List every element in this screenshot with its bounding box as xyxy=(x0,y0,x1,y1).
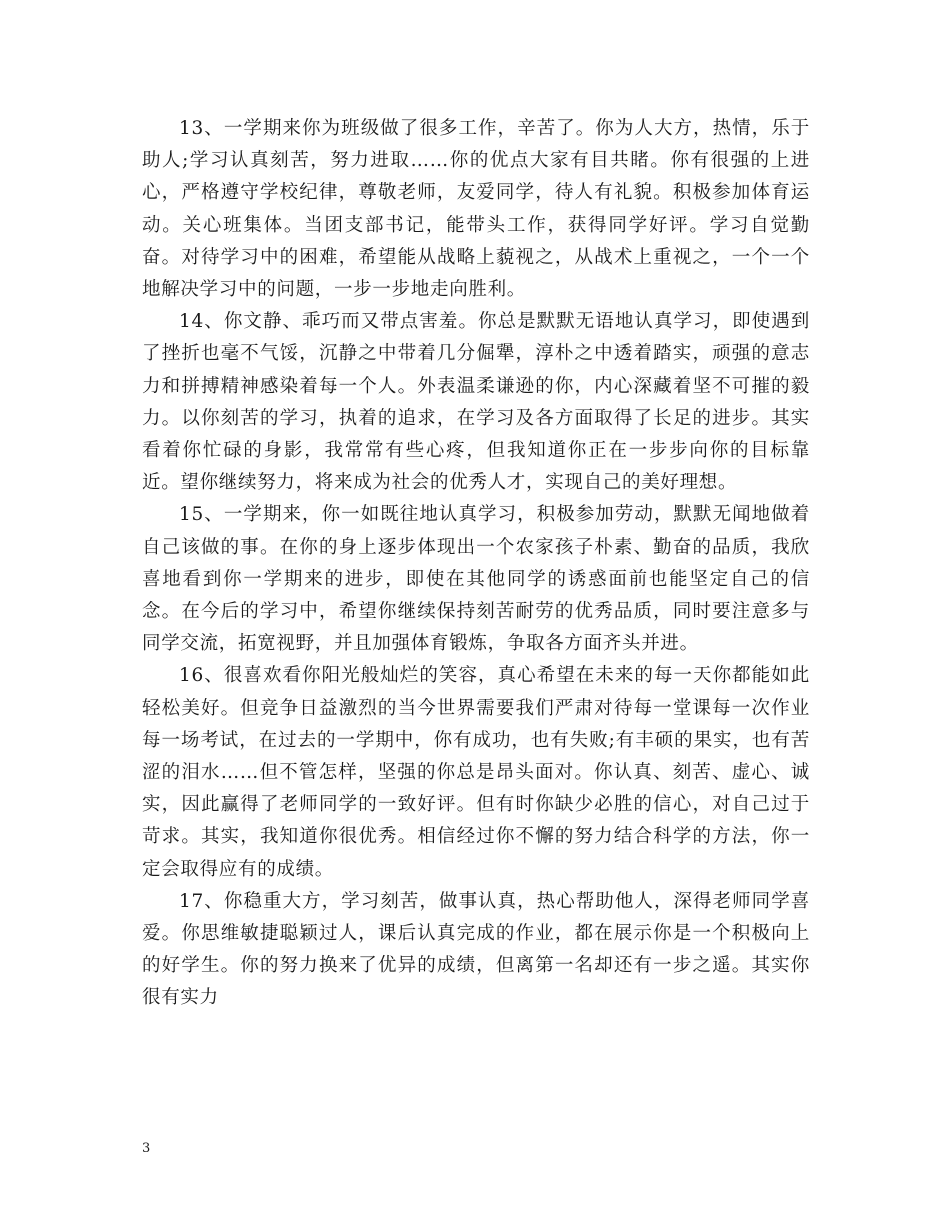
document-body xyxy=(142,113,810,1015)
paragraph-17: 17、你稳重大方，学习刻苦，做事认真，热心帮助他人，深得老师同学喜爱。你思维敏捷聪颖过人，课后认真完成的作业，都在展示你是一个积极向上的好学生。你的努力换来了优异的成绩，但离第一名却还有一步之遥。其实你很有实力 xyxy=(142,890,810,1009)
paragraph-14: 14、你文静、乖巧而又带点害羞。你总是默默无语地认真学习，即使遇到了挫折也毫不气馁，沉静之中带着几分倔犟，淳朴之中透着踏实，顽强的意志力和拼搏精神感染着每一个人。外表温柔谦逊的你，内心深藏着坚不可摧的毅力。以你刻苦的学习，执着的追求，在学习及各方面取得了长足的进步。其实看着你忙碌的身影，我常常有些心疼，但我知道你正在一步步向你的目标靠近。望你继续努力，将来成为社会的优秀人才，实现自己的美好理想。 xyxy=(142,311,810,494)
paragraph-13: 13、一学期来你为班级做了很多工作，辛苦了。你为人大方，热情，乐于助人;学习认真刻苦，努力进取……你的优点大家有目共睹。你有很强的上进心，严格遵守学校纪律，尊敬老师，友爱同学，待人有礼貌。积极参加体育运动。关心班集体。当团支部书记，能带头工作，获得同学好评。学习自觉勤奋。对待学习中的困难，希望能从战略上藐视之，从战术上重视之，一个一个地解决学习中的问题，一步一步地走向胜利。 xyxy=(142,118,810,301)
page-number: 3 xyxy=(142,1141,151,1156)
paragraph-16: 16、很喜欢看你阳光般灿烂的笑容，真心希望在未来的每一天你都能如此轻松美好。但竞争日益激烈的当今世界需要我们严肃对待每一堂课每一次作业每一场考试，在过去的一学期中，你有成功，也有失败;有丰硕的果实，也有苦涩的泪水……但不管怎样，坚强的你总是昂头面对。你认真、刻苦、虚心、诚实，因此赢得了老师同学的一致好评。但有时你缺少必胜的信心，对自己过于苛求。其实，我知道你很优秀。相信经过你不懈的努力结合科学的方法，你一定会取得应有的成绩。 xyxy=(142,665,810,880)
paragraph-15: 15、一学期来，你一如既往地认真学习，积极参加劳动，默默无闻地做着自己该做的事。在你的身上逐步体现出一个农家孩子朴素、勤奋的品质，我欣喜地看到你一学期来的进步，即使在其他同学的诱惑面前也能坚定自己的信念。在今后的学习中，希望你继续保持刻苦耐劳的优秀品质，同时要注意多与同学交流，拓宽视野，并且加强体育锻炼，争取各方面齐头并进。 xyxy=(142,504,810,655)
